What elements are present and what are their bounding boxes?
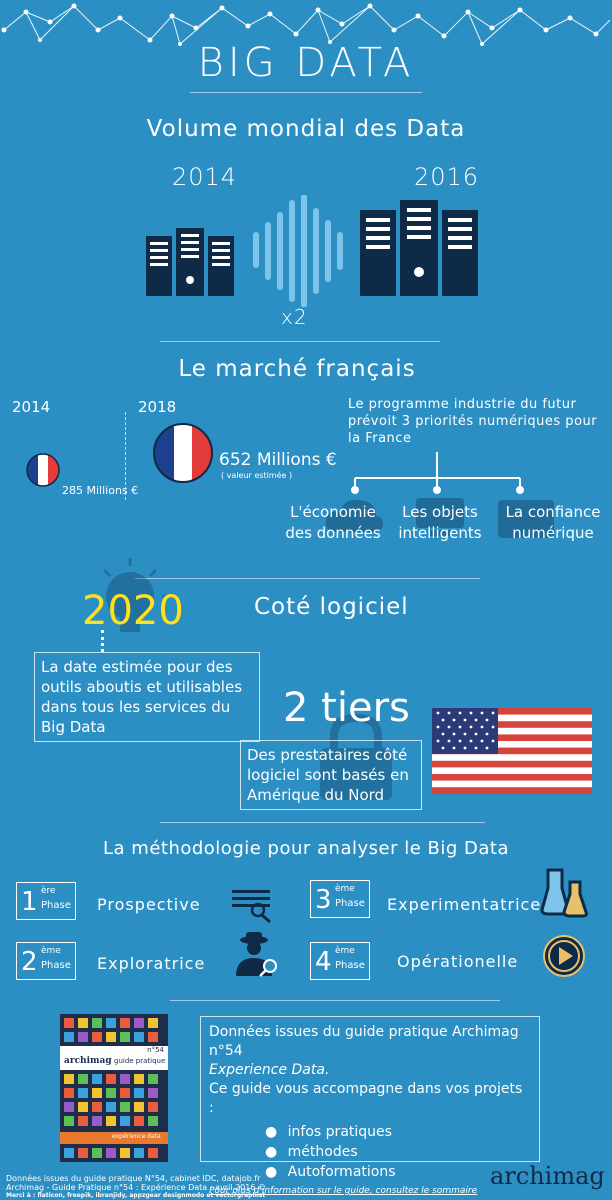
priority-trust xyxy=(496,502,610,544)
software-fraction-text: Des prestataires côté logiciel sont basés en Amérique du Nord xyxy=(240,740,422,810)
phase-2-badge xyxy=(16,942,76,980)
guide-item-1: infos pratiques xyxy=(287,1124,392,1140)
divider-1 xyxy=(160,341,440,342)
sound-wave-icon xyxy=(250,195,346,307)
guide-summary-link[interactable]: Pour plus d'information sur le guide, consultez le sommaire xyxy=(209,1186,478,1196)
section-title-method: La méthodologie pour analyser le Big Data xyxy=(103,838,509,859)
guide-line-3: Ce guide vous accompagne dans vos projets : xyxy=(209,1081,523,1116)
priority-objects xyxy=(390,502,490,544)
phase-2-sup: ème xyxy=(41,946,61,956)
software-fraction: 2 tiers xyxy=(283,685,410,731)
footer-source-2: Archimag - Guide Pratique n°54 : Expérience Data - avril 2016 © xyxy=(6,1183,266,1192)
market-value-2018: 652 Millions € xyxy=(219,450,337,470)
server-large-icon xyxy=(360,200,480,296)
software-year-connector xyxy=(101,630,104,652)
footer-source-1: Données issues du guide pratique N°54, cabinet IDC, datajob.fr xyxy=(6,1174,261,1183)
france-flag-small-icon xyxy=(26,453,60,487)
phase-1-number: 1 xyxy=(21,887,38,917)
book-band-text: expérience data xyxy=(112,1133,161,1140)
page-title: BIG DATA xyxy=(197,40,415,86)
section-title-market: Le marché français xyxy=(178,356,416,382)
phase-4-badge xyxy=(310,942,370,980)
footer-credits: Merci à : flaticon, freepik, ibranjidy, appzgear designmodo et vectorgraphist xyxy=(6,1192,266,1199)
market-value-2014: 285 Millions € xyxy=(62,484,139,497)
software-date-text: La date estimée pour des outils aboutis et utilisables dans tous les services du Big Data xyxy=(34,652,260,742)
volume-year-2016: 2016 xyxy=(414,163,480,191)
guide-line-1: Données issues du guide pratique Archimag n°54 xyxy=(209,1024,519,1059)
phase-4-sup: ème xyxy=(335,946,355,956)
footer-logo: archimag xyxy=(490,1162,605,1190)
volume-year-2014: 2014 xyxy=(172,163,238,191)
phase-4-word: Phase xyxy=(335,960,365,971)
priority-economy xyxy=(280,502,386,544)
priority-objects-line1: Les objets xyxy=(402,503,478,521)
usa-flag-icon xyxy=(432,708,592,794)
phase-2-number: 2 xyxy=(21,947,38,977)
market-year-2018: 2018 xyxy=(138,398,177,416)
guide-info-box xyxy=(200,1016,540,1196)
france-flag-large-icon xyxy=(152,422,214,484)
list-item: ● méthodes xyxy=(265,1144,358,1160)
phase-2-word: Phase xyxy=(41,960,71,971)
phase-3-label: Experimentatrice xyxy=(387,895,542,914)
phase-3-sup: ème xyxy=(335,884,355,894)
list-item: ● infos pratiques xyxy=(265,1124,392,1140)
priority-economy-line1: L'économie xyxy=(290,503,376,521)
phase-2-label: Exploratrice xyxy=(97,954,206,973)
market-value-note: ( valeur estimée ) xyxy=(221,471,293,480)
title-underline xyxy=(190,92,422,93)
phase-1-word: Phase xyxy=(41,900,71,911)
priority-objects-line2: intelligents xyxy=(398,524,482,542)
guide-item-3: Autoformations xyxy=(287,1164,396,1180)
program-text: Le programme industrie du futur prévoit 3 priorités numériques pour la France xyxy=(348,397,598,446)
priorities-tree xyxy=(340,452,540,496)
book-subtitle-band xyxy=(60,1132,168,1144)
phase-4-number: 4 xyxy=(315,947,332,977)
list-item: ● Autoformations xyxy=(265,1164,396,1180)
market-year-2014: 2014 xyxy=(12,398,51,416)
priority-trust-line1: La confiance xyxy=(505,503,601,521)
book-title: guide pratique xyxy=(114,1057,166,1065)
book-title-band xyxy=(60,1046,168,1070)
priority-trust-line2: numérique xyxy=(512,524,594,542)
play-icon xyxy=(542,934,586,978)
phase-1-sup: ère xyxy=(41,886,56,896)
document-search-icon xyxy=(232,888,276,924)
priority-economy-line2: des données xyxy=(285,524,381,542)
divider-2 xyxy=(135,578,480,579)
lab-flasks-icon xyxy=(540,866,590,918)
book-number: n°54 xyxy=(147,1046,164,1054)
server-small-icon xyxy=(146,228,234,296)
guide-line-2: Experience Data. xyxy=(209,1062,330,1078)
detective-icon xyxy=(232,930,280,978)
software-year: 2020 xyxy=(82,588,184,634)
section-title-software: Coté logiciel xyxy=(254,594,409,620)
phase-1-badge xyxy=(16,882,76,920)
phase-3-word: Phase xyxy=(335,898,365,909)
divider-4 xyxy=(170,1000,500,1001)
phase-4-label: Opérationelle xyxy=(397,952,519,971)
guide-book-cover xyxy=(60,1014,168,1162)
guide-item-2: méthodes xyxy=(287,1144,358,1160)
phase-3-number: 3 xyxy=(315,885,332,915)
phase-3-badge xyxy=(310,880,370,918)
divider-3 xyxy=(160,822,485,823)
phase-1-label: Prospective xyxy=(97,895,201,914)
book-brand: archimag xyxy=(64,1056,112,1066)
volume-multiplier: x2 xyxy=(281,305,308,329)
section-title-volume: Volume mondial des Data xyxy=(146,116,466,142)
